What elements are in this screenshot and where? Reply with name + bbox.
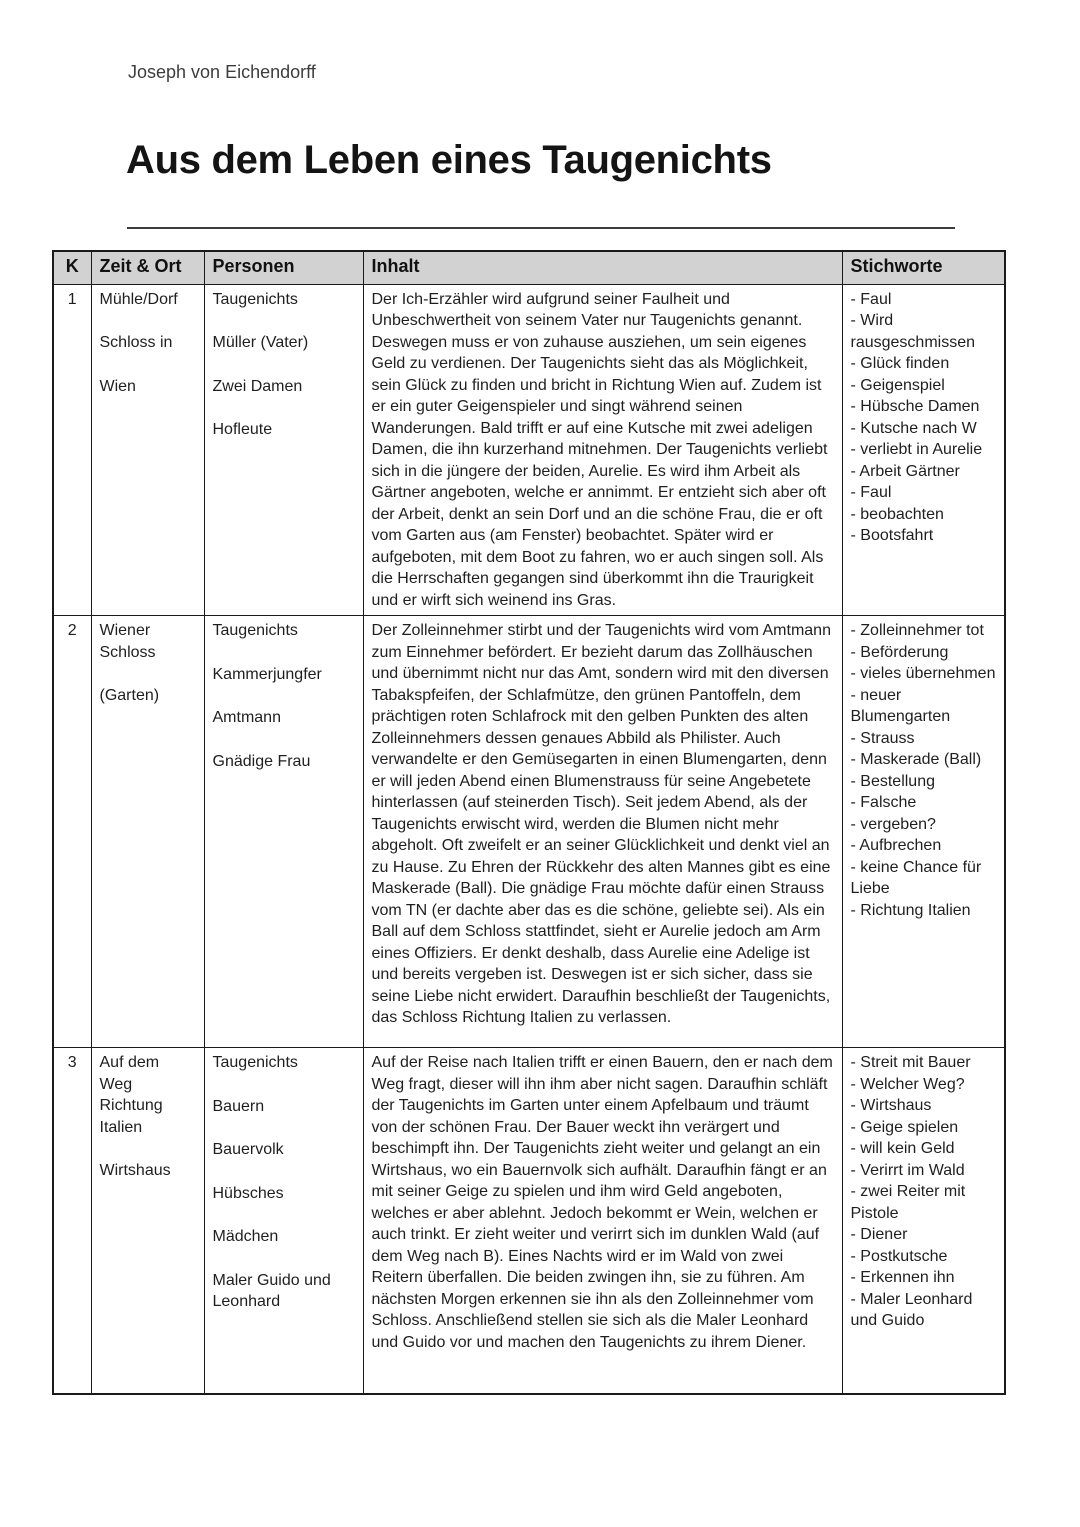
personen-cell <box>204 616 363 1048</box>
stichwort-item: - Beförderung <box>851 642 997 664</box>
author-line: Joseph von Eichendorff <box>128 62 316 82</box>
stichwort-item: - Falsche <box>851 792 997 814</box>
zeit-ort-item: Wiener Schloss <box>99 622 156 661</box>
stichwort-item: - Kutsche nach W <box>851 418 997 440</box>
zeit-ort-cell <box>91 1048 204 1394</box>
stichwort-item: - Maskerade (Ball) <box>851 749 997 771</box>
table-row <box>53 616 1005 1048</box>
zeit-ort-item: (Garten) <box>99 687 160 704</box>
stichwort-item: - keine Chance für Liebe <box>851 857 997 900</box>
personen-item: Amtmann <box>212 709 281 726</box>
stichwort-item: - Welcher Weg? <box>851 1074 997 1096</box>
personen-item: Hofleute <box>212 421 273 438</box>
table-body <box>53 284 1005 1394</box>
personen-item: Gnädige Frau <box>212 752 311 770</box>
personen-item: Taugenichts <box>212 622 298 639</box>
zeit-ort-item: Wirtshaus <box>99 1162 171 1179</box>
stichworte-cell <box>842 284 1005 616</box>
stichworte-cell <box>842 1048 1005 1394</box>
chapter-number-cell <box>53 1048 91 1394</box>
chapter-number: 1 <box>67 290 77 308</box>
inhalt-text: Auf der Reise nach Italien trifft er einen Bauern, den er nach dem Weg fragt, dieser will ihn ihm aber nicht sagen. Daraufhin schläft der Taugenichts im Garten unter einem Apfelbaum und träumt von der schönen Frau. Der Bauer weckt ihn verärgert und beschimpft ihn. Der Taugenichts zieht weiter und gelangt an ein Wirtshaus, wo ein Bauernvolk sich aufhält. Daraufhin fängt er an mit seiner Geige zu spielen und ihm wird Geld angeboten, welches er aber ablehnt. Jedoch bekommt er Wein, welchen er auch trinkt. Er zieht weiter und verirrt sich im dunklen Wald (auf dem Weg nach B). Eines Nachts wird er im Wald von zwei Reitern überfallen. Die beiden zwingen ihn, sie zu führen. Am nächsten Morgen erkennen sie ihn als den Zolleinnehmer vom Schloss. Anschließend stellen sie sich als die Maler Leonhard und Guido vor und machen den Taugenichts zu ihrem Diener. <box>371 1054 833 1351</box>
inhalt-cell <box>363 616 842 1048</box>
personen-item: Taugenichts <box>212 1054 298 1071</box>
stichwort-item: - Streit mit Bauer <box>851 1052 997 1074</box>
page-title: Aus dem Leben eines Taugenichts <box>126 138 772 182</box>
table-header-row <box>53 251 1005 284</box>
personen-item: Bauern <box>212 1097 265 1115</box>
header-inhalt: Inhalt <box>363 251 842 284</box>
stichwort-item: - Aufbrechen <box>851 835 997 857</box>
stichwort-item: - Diener <box>851 1224 997 1246</box>
stichworte-cell <box>842 616 1005 1048</box>
stichwort-item: - Hübsche Damen <box>851 396 997 418</box>
chapter-summary-table <box>52 250 1006 1395</box>
personen-item: Mädchen <box>212 1228 279 1245</box>
personen-item: Hübsches <box>212 1184 284 1202</box>
zeit-ort-item: Auf dem Weg Richtung Italien <box>99 1054 163 1136</box>
table-row <box>53 1048 1005 1394</box>
inhalt-cell <box>363 1048 842 1394</box>
stichwort-item: - Arbeit Gärtner <box>851 461 997 483</box>
header-k: K <box>53 251 91 284</box>
stichwort-item: - Geige spielen <box>851 1117 997 1139</box>
stichwort-item: - Bestellung <box>851 771 997 793</box>
zeit-ort-cell <box>91 616 204 1048</box>
stichwort-item: - Wird rausgeschmissen <box>851 310 997 353</box>
inhalt-text: Der Ich-Erzähler wird aufgrund seiner Faulheit und Unbeschwertheit von seinem Vater nur Taugenichts genannt. Deswegen muss er von zuhause ausziehen, um sein eigenes Geld zu verdienen. Der Taugenichts sieht das als Möglichkeit, sein Glück zu finden und bricht in Richtung Wien auf. Zudem ist er ein guter Geigenspieler und singt während seinen Wanderungen. Bald trifft er auf eine Kutsche mit zwei adeligen Damen, die ihn kurzerhand mitnehmen. Der Taugenichts verliebt sich in die jüngere der beiden, Aurelie. Es wird ihm Arbeit als Gärtner angeboten, welche er annimmt. Er entzieht sich aber oft der Arbeit, denkt an sein Dorf und an die schöne Frau, die er oft vom Garten aus (am Fenster) beobachtet. Später wird er aufgeboten, mit dem Boot zu fahren, wo er auch singen soll. Als die Herrschaften gegangen sind überkommt ihn die Traurigkeit und er wirft sich weinend ins Gras. <box>371 290 828 609</box>
stichwort-item: - Maler Leonhard und Guido <box>851 1289 997 1332</box>
personen-cell <box>204 284 363 616</box>
stichwort-item: - Postkutsche <box>851 1246 997 1268</box>
stichwort-item: - Richtung Italien <box>851 900 997 922</box>
table-header <box>53 251 1005 284</box>
personen-item: Müller (Vater) <box>212 334 309 351</box>
personen-item: Maler Guido und Leonhard <box>212 1271 331 1310</box>
stichwort-item: - will kein Geld <box>851 1138 997 1160</box>
personen-item: Bauervolk <box>212 1141 284 1158</box>
stichwort-item: - zwei Reiter mit Pistole <box>851 1181 997 1224</box>
personen-item: Zwei Damen <box>212 377 303 395</box>
stichwort-item: - Wirtshaus <box>851 1095 997 1117</box>
zeit-ort-item: Schloss in <box>99 334 173 351</box>
header-zeit-ort: Zeit & Ort <box>91 251 204 284</box>
personen-item: Kammerjungfer <box>212 665 322 683</box>
zeit-ort-item: Wien <box>99 377 136 395</box>
header-personen: Personen <box>204 251 363 284</box>
stichwort-item: - Bootsfahrt <box>851 525 997 547</box>
stichwort-item: - vieles übernehmen <box>851 663 997 685</box>
chapter-number: 2 <box>67 622 77 639</box>
stichwort-item: - Verirrt im Wald <box>851 1160 997 1182</box>
stichwort-item: - Erkennen ihn <box>851 1267 997 1289</box>
stichwort-item: - vergeben? <box>851 814 997 836</box>
stichwort-item: - Geigenspiel <box>851 375 997 397</box>
zeit-ort-item: Mühle/Dorf <box>99 290 178 308</box>
stichwort-item: - Glück finden <box>851 353 997 375</box>
chapter-number: 3 <box>67 1054 77 1071</box>
inhalt-text: Der Zolleinnehmer stirbt und der Taugenichts wird vom Amtmann zum Einnehmer befördert. Er bezieht darum das Zollhäuschen und übernimmt nicht nur das Amt, sondern wird mit den diversen Tabakspfeifen, der Schlafmütze, den grünen Pantoffeln, dem prächtigen roten Schlafrock mit den gelben Punkten des alten Zolleinnehmers dessen genaues Abbild als Philister. Auch verwandelte er den Gemüsegarten in einen Blumengarten, denn er will jeden Abend einen Blumenstrauss für seine Angebetete hinterlassen (auf steinerden Tisch). Seit jedem Abend, als der Taugenichts erwischt wird, werden die Blumen nicht mehr abgeholt. Oft zweifelt er an seiner Glücklichkeit und denkt viel an zu Hause. Zu Ehren der Rückkehr des alten Mannes gibt es eine Maskerade (Ball). Die gnädige Frau möchte dafür einen Strauss vom TN (er dachte aber das es die schöne, geliebte sei). Als ein Ball auf dem Schloss stattfindet, sieht er Aurelie jedoch am Arm eines Offiziers. Er denkt deshalb, dass Aurelie eine Adelige ist und bereits vergeben ist. Deswegen ist er sich sicher, dass sie seine Liebe nicht erwidert. Daraufhin beschließt der Taugenichts, das Schloss Richtung Italien zu verlassen. <box>371 622 831 1026</box>
zeit-ort-cell <box>91 284 204 616</box>
stichwort-item: - Strauss <box>851 728 997 750</box>
title-rule <box>127 227 955 229</box>
stichwort-item: - Faul <box>851 289 997 311</box>
stichwort-item: - Zolleinnehmer tot <box>851 620 997 642</box>
personen-item: Taugenichts <box>212 290 298 308</box>
inhalt-cell <box>363 284 842 616</box>
stichwort-item: - beobachten <box>851 504 997 526</box>
header-stichworte: Stichworte <box>842 251 1005 284</box>
chapter-number-cell <box>53 616 91 1048</box>
chapter-number-cell <box>53 284 91 616</box>
table-row <box>53 284 1005 616</box>
stichwort-item: - neuer Blumengarten <box>851 685 997 728</box>
stichwort-item: - verliebt in Aurelie <box>851 439 997 461</box>
personen-cell <box>204 1048 363 1394</box>
stichwort-item: - Faul <box>851 482 997 504</box>
